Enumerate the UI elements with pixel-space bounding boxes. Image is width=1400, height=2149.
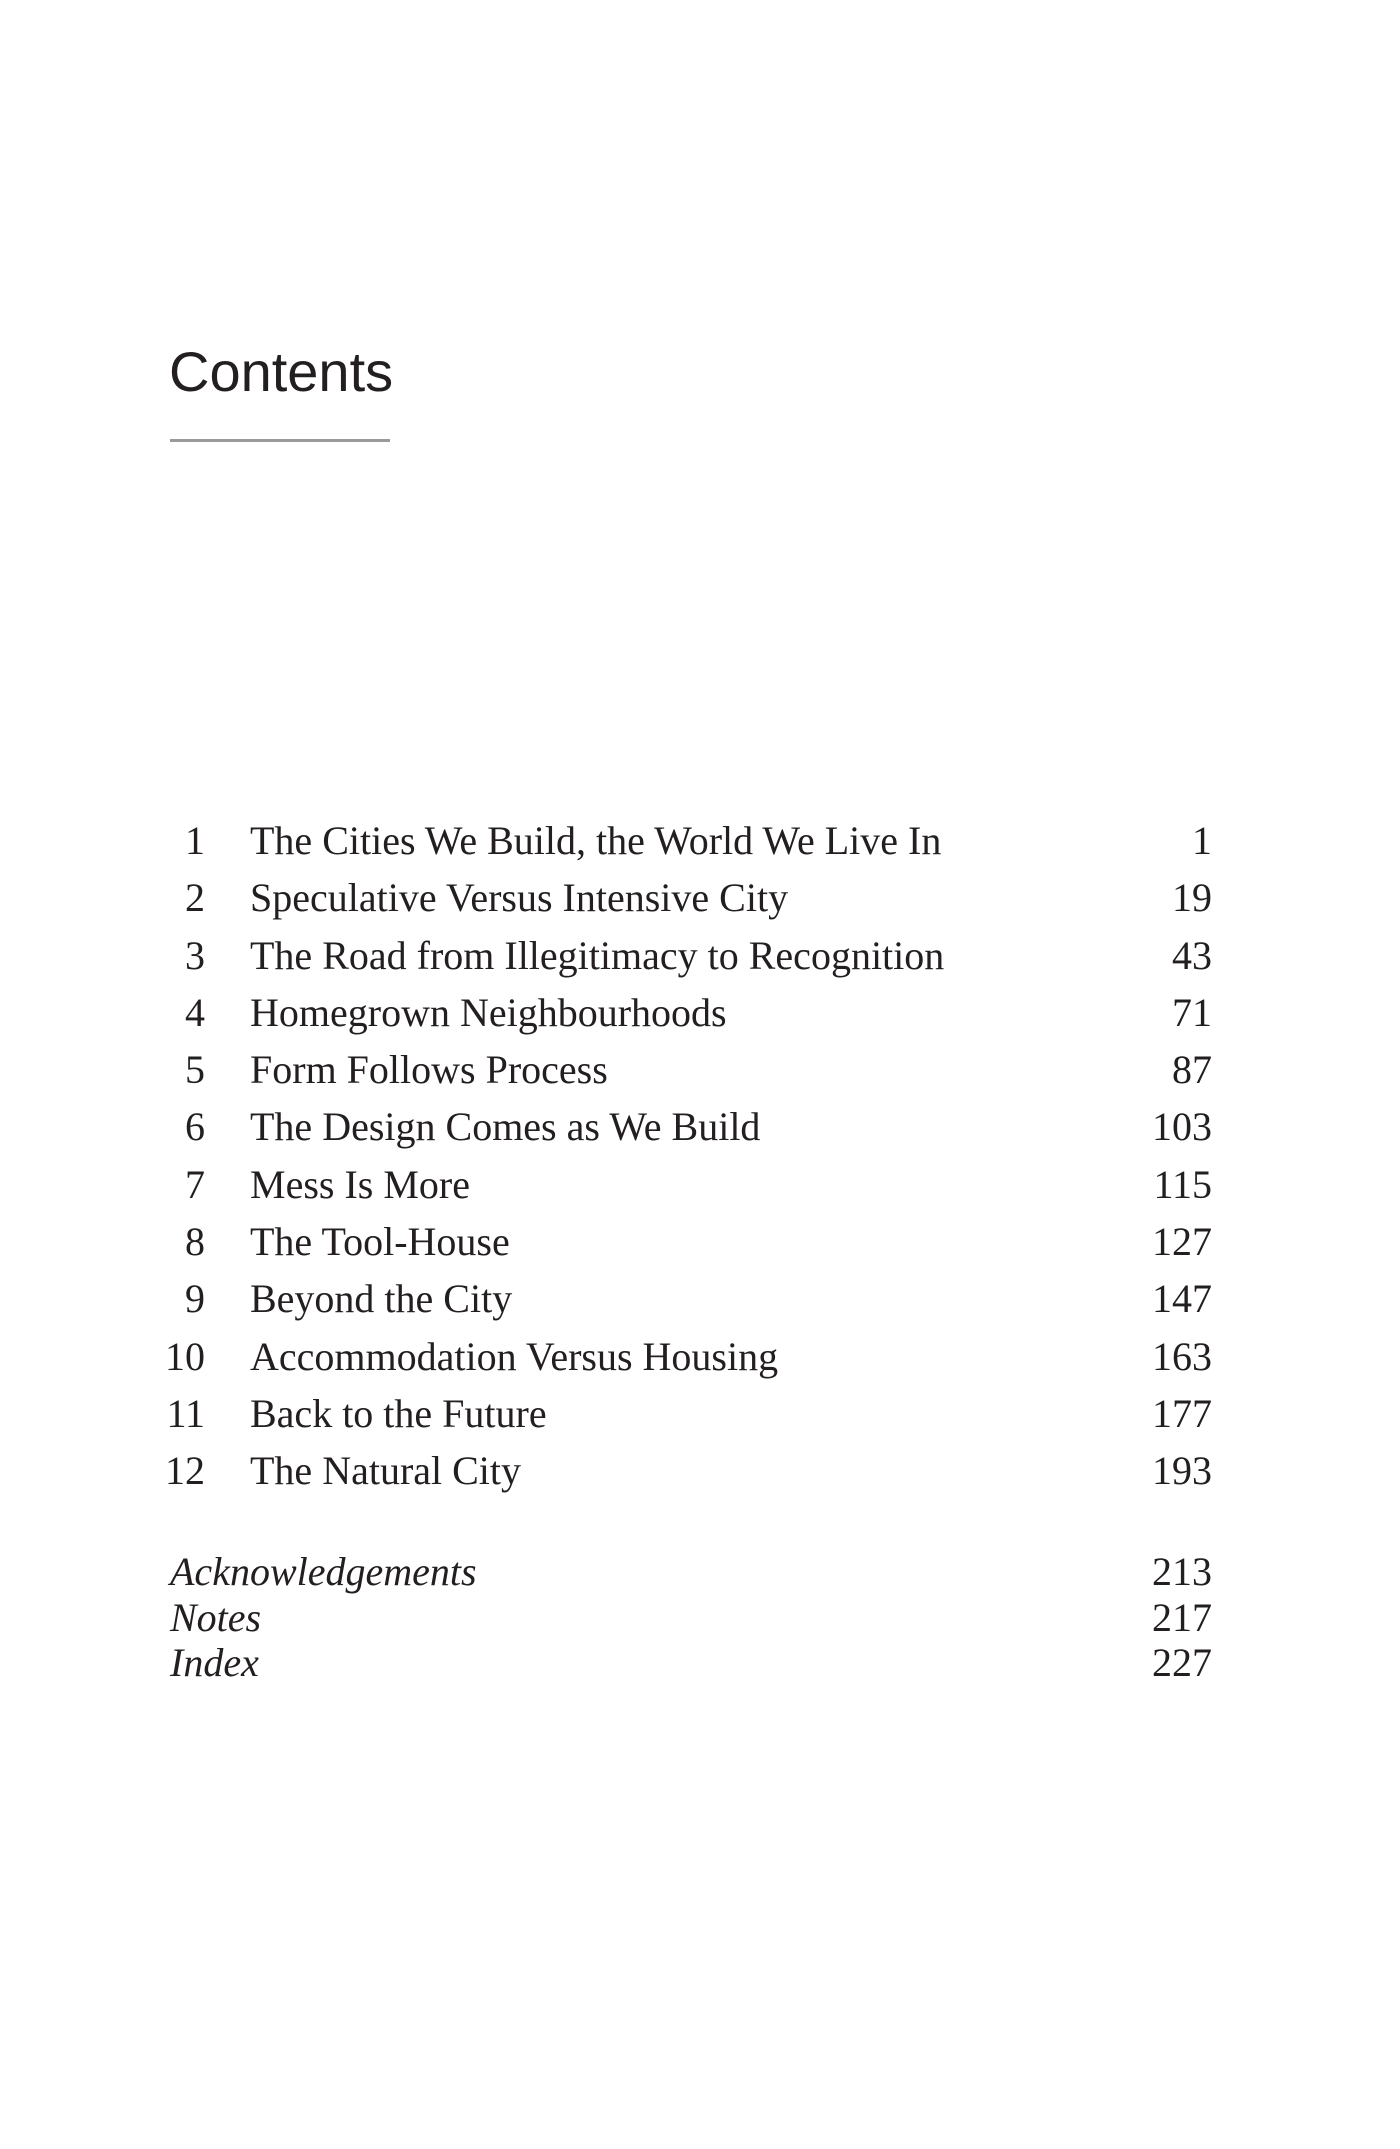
chapter-title: The Road from Illegitimacy to Recognition: [250, 932, 945, 978]
page-number: 115: [1153, 1161, 1212, 1207]
chapter-title: Speculative Versus Intensive City: [250, 875, 789, 921]
page-number: 217: [1152, 1594, 1212, 1640]
page-title: Contents: [169, 340, 394, 403]
page-number: 213: [1152, 1549, 1212, 1594]
chapter-number: 3: [185, 932, 205, 978]
toc-back-matter-list: [170, 1549, 1212, 1686]
toc-row: [150, 927, 1212, 984]
page-number: 163: [1152, 1333, 1212, 1379]
toc-row: [150, 1328, 1212, 1385]
chapter-number: 5: [185, 1047, 205, 1093]
chapter-title: Mess Is More: [250, 1161, 470, 1207]
chapter-number: 1: [185, 818, 205, 863]
toc-row: [150, 869, 1212, 926]
page-number: 1: [1192, 818, 1212, 863]
chapter-number: 11: [166, 1390, 205, 1436]
chapter-title: The Natural City: [250, 1448, 522, 1494]
chapter-number: 6: [185, 1104, 205, 1150]
chapter-title: Accommodation Versus Housing: [250, 1333, 779, 1379]
toc-row: [150, 1213, 1212, 1270]
chapter-number: 2: [185, 875, 205, 921]
back-matter-title: Acknowledgements: [170, 1549, 477, 1594]
chapter-title: Beyond the City: [250, 1276, 513, 1322]
page-number: 193: [1152, 1448, 1212, 1494]
chapter-number: 7: [185, 1161, 205, 1207]
chapter-title: The Tool-House: [250, 1219, 510, 1265]
chapter-title: Homegrown Neighbourhoods: [250, 989, 727, 1035]
page-number: 87: [1172, 1047, 1212, 1093]
chapter-number: 12: [165, 1448, 205, 1494]
page-number: 43: [1172, 932, 1212, 978]
back-matter-title: Notes: [170, 1594, 262, 1640]
toc-row: [150, 1041, 1212, 1098]
chapter-title: The Design Comes as We Build: [250, 1104, 761, 1150]
page-number: 19: [1172, 875, 1212, 921]
page-number: 127: [1152, 1219, 1212, 1265]
back-matter-row: [170, 1640, 1212, 1686]
back-matter-title: Index: [170, 1640, 259, 1685]
chapter-number: 10: [165, 1333, 205, 1379]
chapter-title: The Cities We Build, the World We Live In: [250, 818, 942, 863]
chapter-number: 8: [185, 1219, 205, 1265]
back-matter-row: [170, 1549, 1212, 1595]
chapter-title: Back to the Future: [250, 1390, 547, 1436]
page-number: 147: [1152, 1276, 1212, 1322]
toc-row: [150, 1385, 1212, 1442]
toc-chapter-list: [150, 812, 1212, 1500]
toc-row: [150, 1270, 1212, 1327]
toc-row: [150, 1442, 1212, 1499]
page-number: 227: [1152, 1640, 1212, 1685]
toc-row: [150, 1156, 1212, 1213]
toc-row: [150, 812, 1212, 869]
page-number: 103: [1152, 1104, 1212, 1150]
title-divider-rule: [170, 439, 390, 442]
page-number: 71: [1172, 989, 1212, 1035]
toc-row: [150, 1098, 1212, 1155]
chapter-title: Form Follows Process: [250, 1047, 608, 1093]
page-number: 177: [1152, 1390, 1212, 1436]
back-matter-row: [170, 1595, 1212, 1641]
chapter-number: 9: [185, 1276, 205, 1322]
chapter-number: 4: [185, 989, 205, 1035]
toc-row: [150, 984, 1212, 1041]
